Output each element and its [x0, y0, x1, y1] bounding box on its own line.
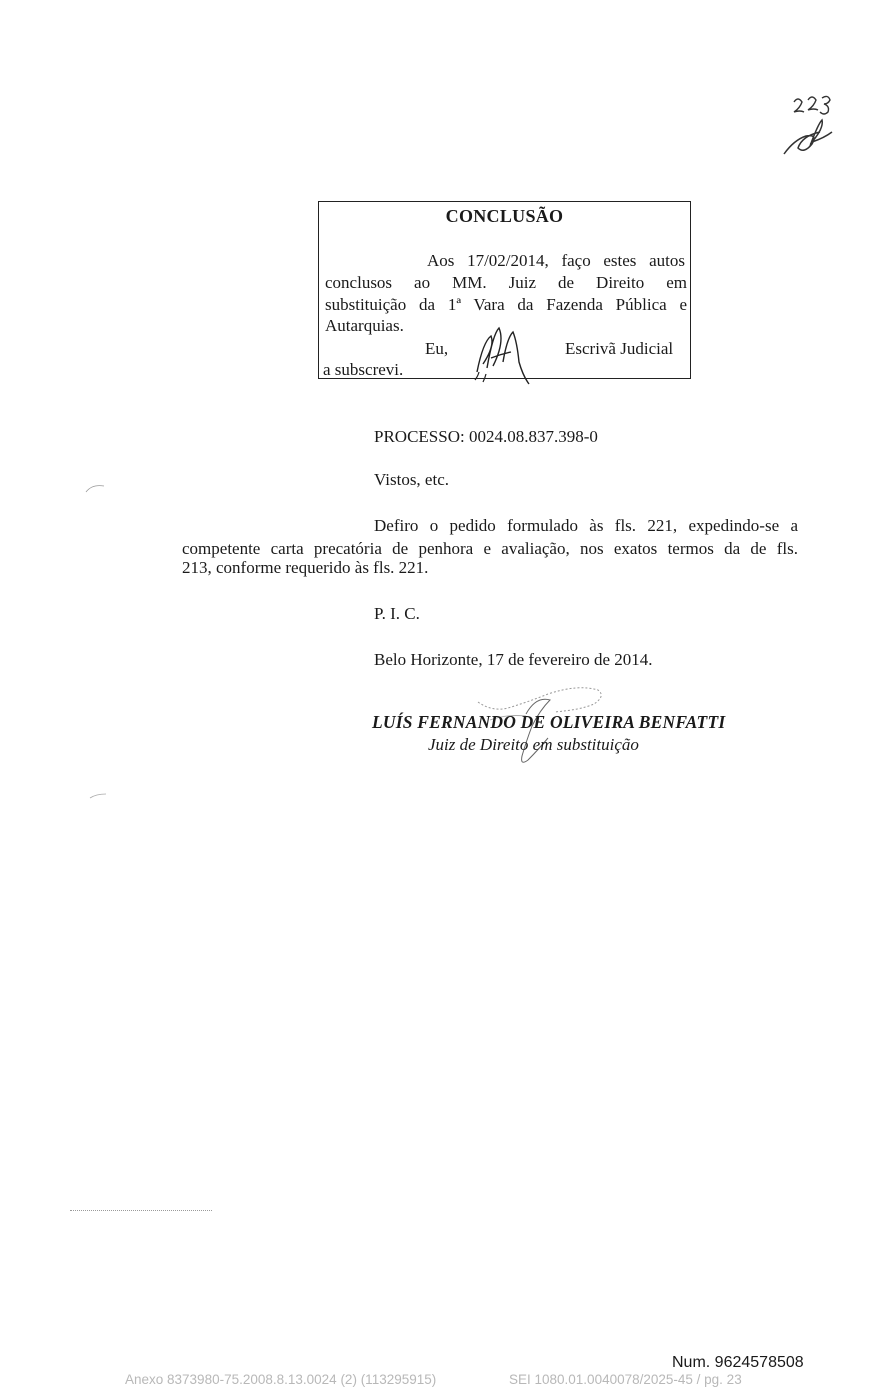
folio-handwritten-number [780, 88, 850, 160]
conclusion-subscrevi-label: a subscrevi. [323, 360, 404, 379]
judge-title: Juiz de Direito em substituição [428, 735, 639, 754]
conclusion-text-line: substituição da 1ª Vara da Fazenda Pública e [325, 295, 687, 314]
scan-mark [84, 482, 106, 494]
conclusion-title: CONCLUSÃO [445, 206, 564, 226]
decision-paragraph-line: 213, conforme requerido às fls. 221. [182, 558, 429, 577]
decision-paragraph-line: competente carta precatória de penhora e avaliação, nos exatos termos da de fls. [182, 539, 798, 558]
conclusion-box [318, 201, 691, 379]
scan-mark [88, 790, 108, 800]
footer-annex-reference: Anexo 8373980-75.2008.8.13.0024 (2) (113295915) [125, 1372, 437, 1387]
process-number: PROCESSO: 0024.08.837.398-0 [374, 427, 598, 446]
document-number: Num. 9624578508 [672, 1354, 804, 1371]
place-and-date: Belo Horizonte, 17 de fevereiro de 2014. [374, 650, 653, 669]
footer-sei-reference: SEI 1080.01.0040078/2025-45 / pg. 23 [509, 1372, 742, 1387]
decision-paragraph-line: Defiro o pedido formulado às fls. 221, expedindo-se a [374, 516, 798, 535]
clerk-signature [469, 322, 539, 387]
conclusion-text-line: Autarquias. [325, 316, 404, 335]
conclusion-escriva-label: Escrivã Judicial [565, 339, 674, 358]
judge-name: LUÍS FERNANDO DE OLIVEIRA BENFATTI [372, 712, 726, 732]
conclusion-text-line: conclusos ao MM. Juiz de Direito em [325, 273, 687, 292]
conclusion-eu-label: Eu, [425, 339, 449, 358]
scan-dotted-line [70, 1210, 212, 1211]
pic-line: P. I. C. [374, 604, 420, 623]
conclusion-text-line: Aos 17/02/2014, faço estes autos [427, 251, 685, 270]
vistos-line: Vistos, etc. [374, 470, 449, 489]
